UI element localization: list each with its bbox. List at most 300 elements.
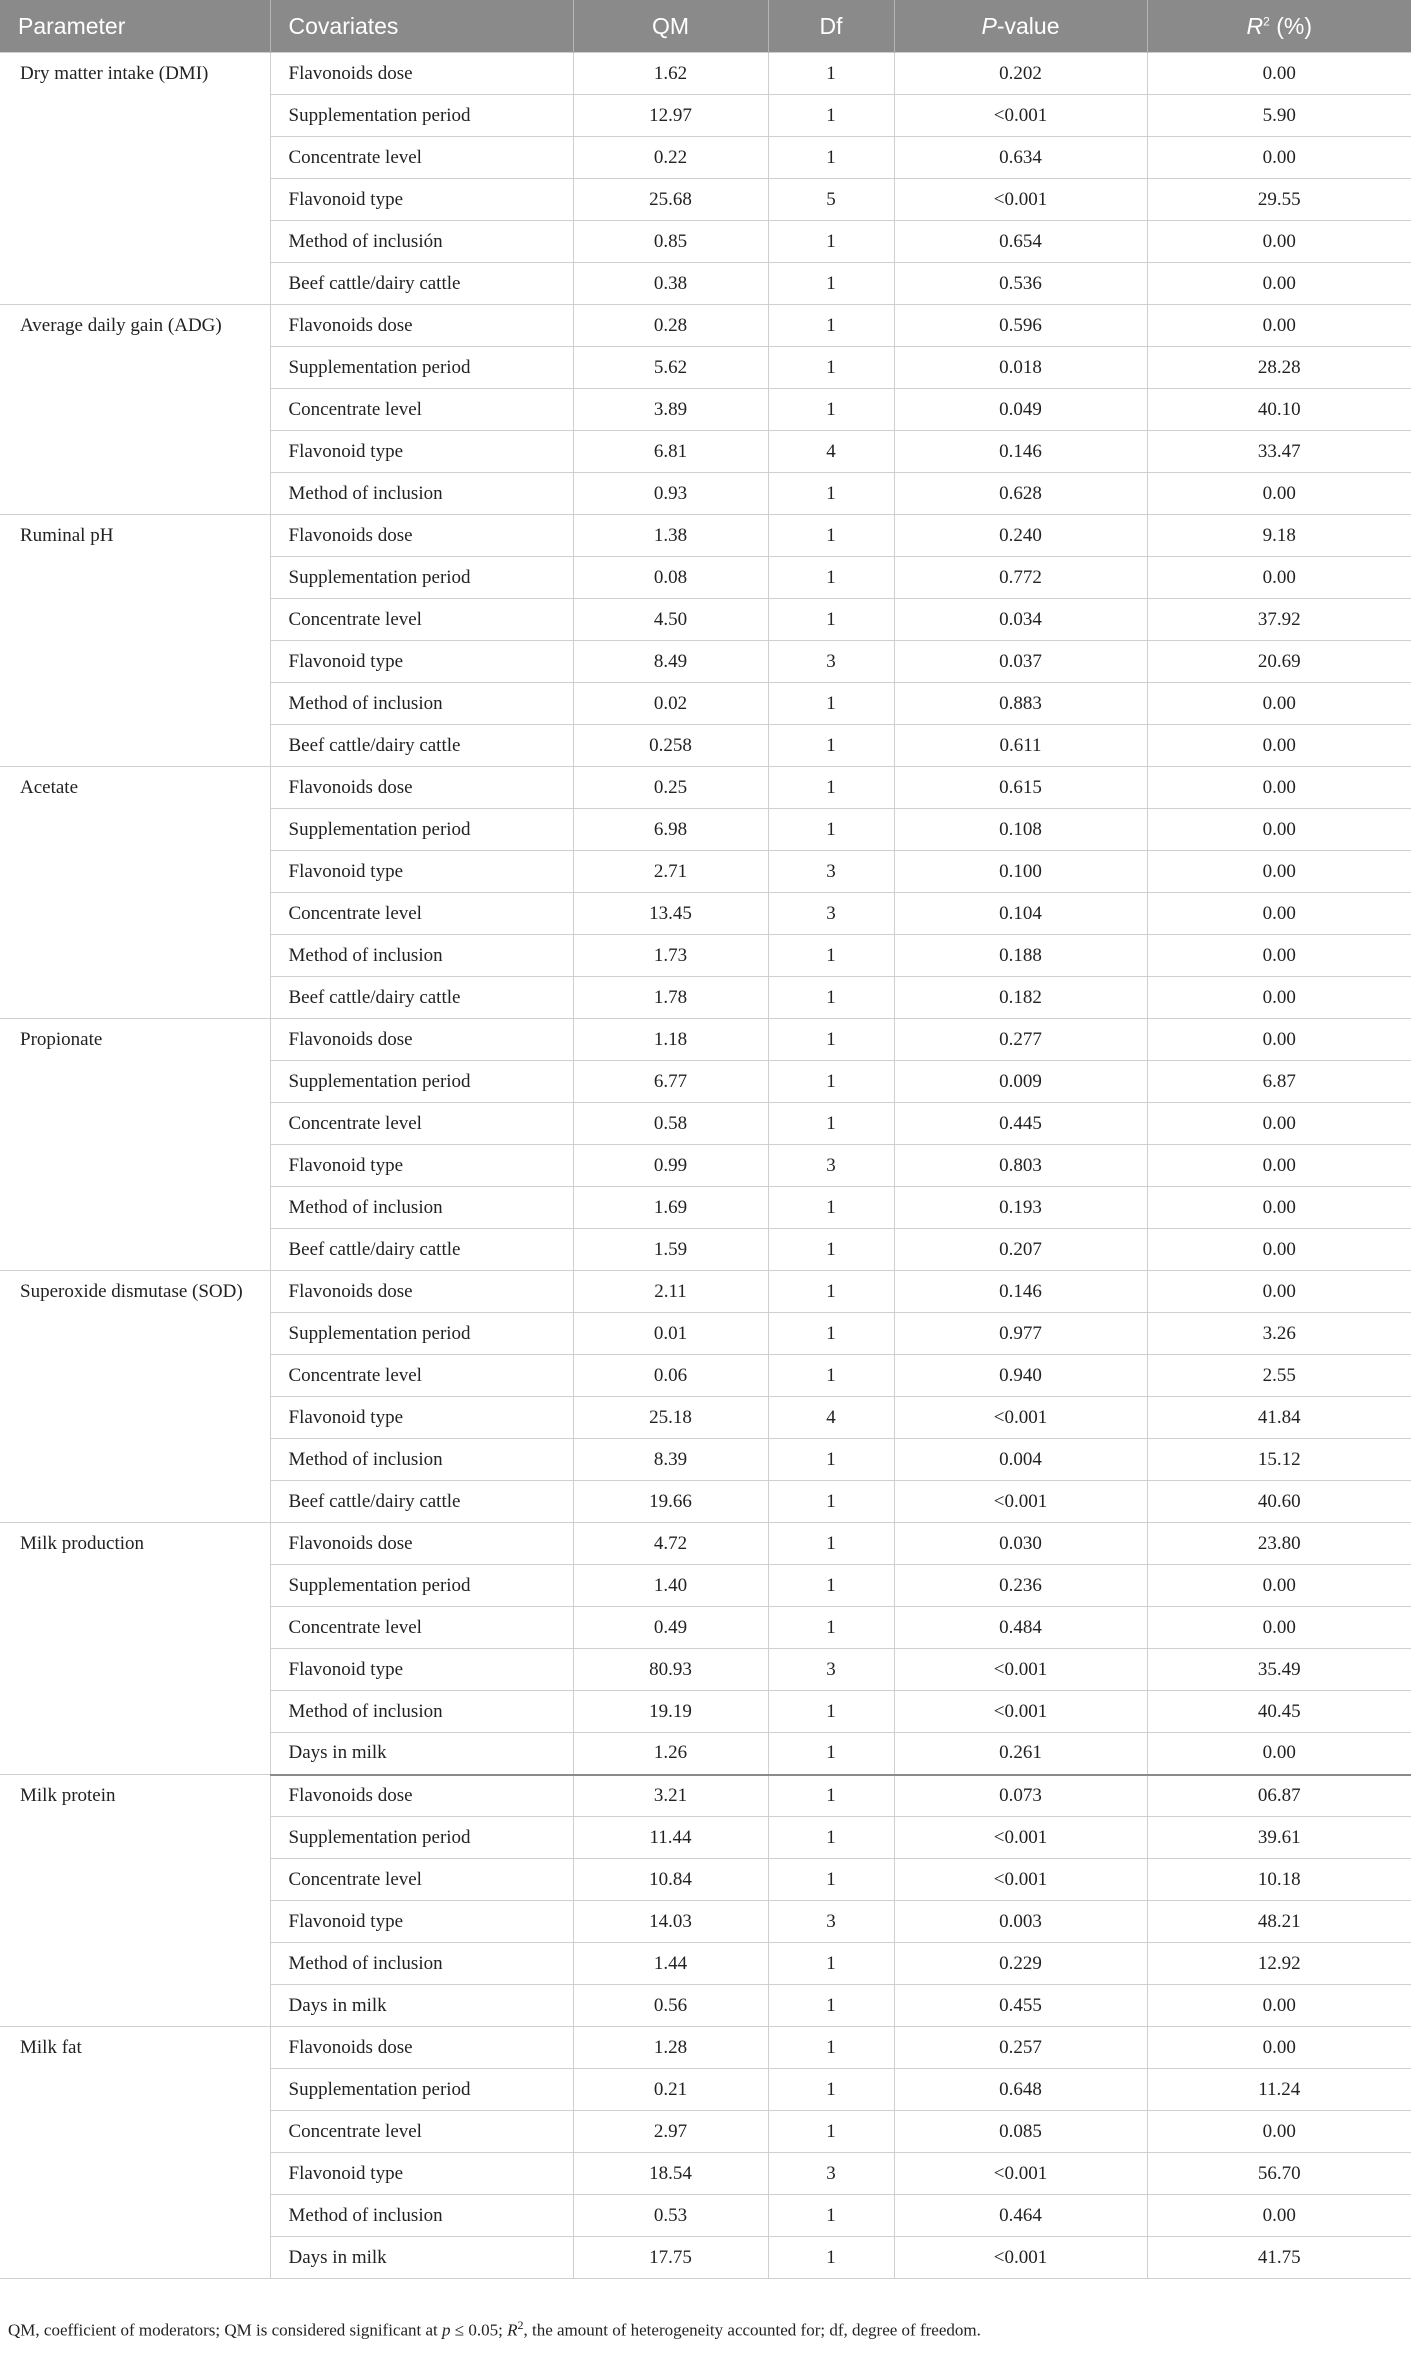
parameter-cell — [0, 599, 270, 641]
r2-cell: 0.00 — [1147, 1145, 1411, 1187]
table-row — [0, 1691, 1411, 1733]
parameter-cell — [0, 1691, 270, 1733]
table-row — [0, 1901, 1411, 1943]
qm-cell: 0.53 — [573, 2195, 768, 2237]
pvalue-cell: 0.883 — [894, 683, 1147, 725]
pvalue-cell: 0.648 — [894, 2069, 1147, 2111]
qm-cell: 25.68 — [573, 179, 768, 221]
parameter-cell: Ruminal pH — [0, 515, 270, 557]
qm-cell: 0.08 — [573, 557, 768, 599]
pvalue-cell: <0.001 — [894, 2153, 1147, 2195]
r2-cell: 20.69 — [1147, 641, 1411, 683]
table-row — [0, 1481, 1411, 1523]
r2-cell: 0.00 — [1147, 725, 1411, 767]
r2-cell: 40.10 — [1147, 389, 1411, 431]
qm-cell: 2.97 — [573, 2111, 768, 2153]
header-r2: $R^2$ (%) — [1147, 0, 1411, 53]
header-row — [0, 0, 1411, 53]
r2-cell: 15.12 — [1147, 1439, 1411, 1481]
covariate-cell: Beef cattle/dairy cattle — [270, 725, 573, 767]
df-cell: 1 — [768, 977, 894, 1019]
table-row — [0, 1565, 1411, 1607]
df-cell: 1 — [768, 1355, 894, 1397]
parameter-cell — [0, 1607, 270, 1649]
parameter-cell — [0, 431, 270, 473]
qm-cell: 0.258 — [573, 725, 768, 767]
pvalue-cell: 0.030 — [894, 1523, 1147, 1565]
df-cell: 1 — [768, 221, 894, 263]
df-cell: 1 — [768, 1061, 894, 1103]
covariate-cell: Concentrate level — [270, 1859, 573, 1901]
table-row — [0, 977, 1411, 1019]
table-row — [0, 2111, 1411, 2153]
parameter-cell — [0, 2195, 270, 2237]
pvalue-cell: 0.277 — [894, 1019, 1147, 1061]
covariate-cell: Supplementation period — [270, 95, 573, 137]
df-cell: 1 — [768, 263, 894, 305]
df-cell: 1 — [768, 809, 894, 851]
qm-cell: 1.62 — [573, 53, 768, 95]
r2-cell: 37.92 — [1147, 599, 1411, 641]
qm-cell: 13.45 — [573, 893, 768, 935]
qm-cell: 6.81 — [573, 431, 768, 473]
pvalue-cell: 0.257 — [894, 2027, 1147, 2069]
pvalue-cell: 0.146 — [894, 431, 1147, 473]
covariate-cell: Method of inclusion — [270, 1943, 573, 1985]
parameter-cell — [0, 473, 270, 515]
pvalue-cell: 0.803 — [894, 1145, 1147, 1187]
df-cell: 3 — [768, 893, 894, 935]
qm-cell: 1.26 — [573, 1733, 768, 1775]
table-row — [0, 515, 1411, 557]
parameter-cell — [0, 221, 270, 263]
covariate-cell: Flavonoids dose — [270, 1271, 573, 1313]
pvalue-cell: <0.001 — [894, 1691, 1147, 1733]
df-cell: 1 — [768, 137, 894, 179]
qm-cell: 2.11 — [573, 1271, 768, 1313]
table-row — [0, 1943, 1411, 1985]
qm-cell: 80.93 — [573, 1649, 768, 1691]
df-cell: 1 — [768, 935, 894, 977]
qm-cell: 19.19 — [573, 1691, 768, 1733]
covariate-cell: Days in milk — [270, 1985, 573, 2027]
pvalue-cell: <0.001 — [894, 1859, 1147, 1901]
parameter-cell — [0, 2237, 270, 2279]
header-pvalue: P-value — [894, 0, 1147, 53]
parameter-cell — [0, 1943, 270, 1985]
df-cell: 1 — [768, 557, 894, 599]
pvalue-cell: 0.188 — [894, 935, 1147, 977]
qm-cell: 1.40 — [573, 1565, 768, 1607]
r2-cell: 41.75 — [1147, 2237, 1411, 2279]
pvalue-cell: 0.182 — [894, 977, 1147, 1019]
qm-cell: 10.84 — [573, 1859, 768, 1901]
qm-cell: 25.18 — [573, 1397, 768, 1439]
r2-cell: 0.00 — [1147, 1565, 1411, 1607]
table-row — [0, 53, 1411, 95]
parameter-cell: Dry matter intake (DMI) — [0, 53, 270, 95]
table-row — [0, 1649, 1411, 1691]
covariate-cell: Days in milk — [270, 2237, 573, 2279]
table-row — [0, 1985, 1411, 2027]
df-cell: 1 — [768, 1019, 894, 1061]
pvalue-cell: 0.037 — [894, 641, 1147, 683]
table-row — [0, 179, 1411, 221]
parameter-cell — [0, 1397, 270, 1439]
header-qm: QM — [573, 0, 768, 53]
qm-cell: 8.39 — [573, 1439, 768, 1481]
qm-cell: 0.21 — [573, 2069, 768, 2111]
pvalue-cell: <0.001 — [894, 1397, 1147, 1439]
df-cell: 1 — [768, 2027, 894, 2069]
pvalue-cell: 0.193 — [894, 1187, 1147, 1229]
pvalue-cell: 0.445 — [894, 1103, 1147, 1145]
r2-cell: 0.00 — [1147, 1229, 1411, 1271]
qm-cell: 6.77 — [573, 1061, 768, 1103]
parameter-cell — [0, 1439, 270, 1481]
df-cell: 4 — [768, 431, 894, 473]
qm-cell: 0.25 — [573, 767, 768, 809]
parameter-cell — [0, 1817, 270, 1859]
covariate-cell: Beef cattle/dairy cattle — [270, 1481, 573, 1523]
r2-cell: 40.45 — [1147, 1691, 1411, 1733]
pvalue-cell: 0.654 — [894, 221, 1147, 263]
r2-cell: 0.00 — [1147, 1103, 1411, 1145]
table-row — [0, 2153, 1411, 2195]
covariate-cell: Flavonoids dose — [270, 1523, 573, 1565]
qm-cell: 0.85 — [573, 221, 768, 263]
pvalue-cell: <0.001 — [894, 179, 1147, 221]
pvalue-cell: 0.073 — [894, 1775, 1147, 1817]
df-cell: 1 — [768, 2195, 894, 2237]
parameter-cell — [0, 1355, 270, 1397]
covariate-cell: Method of inclusión — [270, 221, 573, 263]
r2-cell: 9.18 — [1147, 515, 1411, 557]
r2-cell: 0.00 — [1147, 557, 1411, 599]
df-cell: 1 — [768, 2069, 894, 2111]
table-row — [0, 1271, 1411, 1313]
table-row — [0, 1355, 1411, 1397]
pvalue-cell: <0.001 — [894, 2237, 1147, 2279]
parameter-cell: Milk fat — [0, 2027, 270, 2069]
pvalue-cell: 0.977 — [894, 1313, 1147, 1355]
parameter-cell — [0, 1565, 270, 1607]
table-row — [0, 1397, 1411, 1439]
covariate-cell: Flavonoids dose — [270, 1775, 573, 1817]
table-row — [0, 2195, 1411, 2237]
parameter-cell — [0, 851, 270, 893]
df-cell: 1 — [768, 1691, 894, 1733]
r2-cell: 0.00 — [1147, 1985, 1411, 2027]
qm-cell: 1.18 — [573, 1019, 768, 1061]
df-cell: 1 — [768, 1775, 894, 1817]
r2-cell: 0.00 — [1147, 1271, 1411, 1313]
r2-cell: 40.60 — [1147, 1481, 1411, 1523]
qm-cell: 0.06 — [573, 1355, 768, 1397]
parameter-cell — [0, 2111, 270, 2153]
covariate-cell: Concentrate level — [270, 137, 573, 179]
r2-cell: 0.00 — [1147, 2195, 1411, 2237]
df-cell: 1 — [768, 1103, 894, 1145]
covariate-cell: Beef cattle/dairy cattle — [270, 977, 573, 1019]
covariate-cell: Method of inclusion — [270, 683, 573, 725]
table-row — [0, 95, 1411, 137]
table-row — [0, 2237, 1411, 2279]
qm-cell: 11.44 — [573, 1817, 768, 1859]
df-cell: 1 — [768, 1985, 894, 2027]
df-cell: 1 — [768, 95, 894, 137]
df-cell: 1 — [768, 1859, 894, 1901]
parameter-cell — [0, 179, 270, 221]
parameter-cell: Acetate — [0, 767, 270, 809]
covariate-cell: Supplementation period — [270, 1061, 573, 1103]
covariate-cell: Flavonoid type — [270, 641, 573, 683]
covariate-cell: Beef cattle/dairy cattle — [270, 1229, 573, 1271]
pvalue-cell: 0.236 — [894, 1565, 1147, 1607]
df-cell: 1 — [768, 1313, 894, 1355]
r2-cell: 0.00 — [1147, 305, 1411, 347]
r2-cell: 29.55 — [1147, 179, 1411, 221]
df-cell: 1 — [768, 1481, 894, 1523]
r2-cell: 0.00 — [1147, 2027, 1411, 2069]
df-cell: 1 — [768, 725, 894, 767]
table-row — [0, 851, 1411, 893]
df-cell: 3 — [768, 2153, 894, 2195]
pvalue-cell: 0.108 — [894, 809, 1147, 851]
header-parameter: Parameter — [0, 0, 270, 53]
qm-cell: 4.50 — [573, 599, 768, 641]
df-cell: 1 — [768, 473, 894, 515]
parameter-cell — [0, 935, 270, 977]
r2-cell: 0.00 — [1147, 1607, 1411, 1649]
pvalue-cell: 0.009 — [894, 1061, 1147, 1103]
table-row — [0, 431, 1411, 473]
r2-cell: 0.00 — [1147, 1733, 1411, 1775]
table-row — [0, 473, 1411, 515]
parameter-cell: Average daily gain (ADG) — [0, 305, 270, 347]
parameter-cell — [0, 1649, 270, 1691]
covariate-cell: Flavonoids dose — [270, 1019, 573, 1061]
covariate-cell: Flavonoids dose — [270, 515, 573, 557]
qm-cell: 3.21 — [573, 1775, 768, 1817]
covariate-cell: Days in milk — [270, 1733, 573, 1775]
r2-cell: 0.00 — [1147, 893, 1411, 935]
covariate-cell: Flavonoid type — [270, 1901, 573, 1943]
df-cell: 4 — [768, 1397, 894, 1439]
qm-cell: 0.38 — [573, 263, 768, 305]
r2-cell: 0.00 — [1147, 221, 1411, 263]
df-cell: 1 — [768, 1271, 894, 1313]
df-cell: 3 — [768, 851, 894, 893]
r2-cell: 0.00 — [1147, 263, 1411, 305]
covariate-cell: Supplementation period — [270, 1313, 573, 1355]
qm-cell: 0.02 — [573, 683, 768, 725]
covariate-cell: Concentrate level — [270, 1355, 573, 1397]
pvalue-cell: 0.104 — [894, 893, 1147, 935]
covariate-cell: Flavonoid type — [270, 851, 573, 893]
parameter-cell — [0, 1103, 270, 1145]
df-cell: 1 — [768, 515, 894, 557]
parameter-cell — [0, 2069, 270, 2111]
covariate-cell: Concentrate level — [270, 389, 573, 431]
df-cell: 1 — [768, 1439, 894, 1481]
covariate-cell: Concentrate level — [270, 599, 573, 641]
table-row — [0, 347, 1411, 389]
r2-cell: 2.55 — [1147, 1355, 1411, 1397]
covariate-cell: Flavonoid type — [270, 179, 573, 221]
qm-cell: 0.01 — [573, 1313, 768, 1355]
parameter-cell — [0, 1229, 270, 1271]
pvalue-cell: 0.146 — [894, 1271, 1147, 1313]
pvalue-cell: 0.772 — [894, 557, 1147, 599]
parameter-cell — [0, 725, 270, 767]
pvalue-cell: 0.049 — [894, 389, 1147, 431]
covariate-cell: Flavonoids dose — [270, 305, 573, 347]
covariate-cell: Supplementation period — [270, 557, 573, 599]
df-cell: 3 — [768, 1901, 894, 1943]
pvalue-cell: 0.207 — [894, 1229, 1147, 1271]
covariate-cell: Supplementation period — [270, 1817, 573, 1859]
pvalue-cell: 0.628 — [894, 473, 1147, 515]
table-row — [0, 599, 1411, 641]
df-cell: 1 — [768, 1229, 894, 1271]
pvalue-cell: <0.001 — [894, 1817, 1147, 1859]
qm-cell: 0.28 — [573, 305, 768, 347]
qm-cell: 0.93 — [573, 473, 768, 515]
qm-cell: 17.75 — [573, 2237, 768, 2279]
table-row — [0, 2069, 1411, 2111]
covariate-cell: Method of inclusion — [270, 1691, 573, 1733]
parameter-cell — [0, 347, 270, 389]
df-cell: 5 — [768, 179, 894, 221]
qm-cell: 1.73 — [573, 935, 768, 977]
df-cell: 1 — [768, 2111, 894, 2153]
covariate-cell: Beef cattle/dairy cattle — [270, 263, 573, 305]
qm-cell: 1.69 — [573, 1187, 768, 1229]
covariate-cell: Flavonoid type — [270, 431, 573, 473]
r2-cell: 28.28 — [1147, 347, 1411, 389]
qm-cell: 5.62 — [573, 347, 768, 389]
r2-cell: 12.92 — [1147, 1943, 1411, 1985]
parameter-cell — [0, 557, 270, 599]
covariate-cell: Method of inclusion — [270, 935, 573, 977]
table-row — [0, 935, 1411, 977]
df-cell: 1 — [768, 1733, 894, 1775]
qm-cell: 0.58 — [573, 1103, 768, 1145]
r2-cell: 0.00 — [1147, 473, 1411, 515]
header-covariates: Covariates — [270, 0, 573, 53]
covariate-cell: Flavonoid type — [270, 1397, 573, 1439]
table-row — [0, 389, 1411, 431]
table-row — [0, 557, 1411, 599]
qm-cell: 8.49 — [573, 641, 768, 683]
r2-cell: 33.47 — [1147, 431, 1411, 473]
df-cell: 1 — [768, 1607, 894, 1649]
covariate-cell: Supplementation period — [270, 1565, 573, 1607]
qm-cell: 1.44 — [573, 1943, 768, 1985]
pvalue-cell: <0.001 — [894, 95, 1147, 137]
r2-cell: 56.70 — [1147, 2153, 1411, 2195]
qm-cell: 1.38 — [573, 515, 768, 557]
pvalue-cell: 0.596 — [894, 305, 1147, 347]
table-row — [0, 1229, 1411, 1271]
parameter-cell — [0, 1313, 270, 1355]
pvalue-cell: 0.018 — [894, 347, 1147, 389]
parameter-cell: Propionate — [0, 1019, 270, 1061]
pvalue-cell: 0.611 — [894, 725, 1147, 767]
parameter-cell — [0, 809, 270, 851]
pvalue-cell: 0.634 — [894, 137, 1147, 179]
pvalue-cell: <0.001 — [894, 1481, 1147, 1523]
covariate-cell: Flavonoid type — [270, 1649, 573, 1691]
table-row — [0, 1145, 1411, 1187]
table-row — [0, 1313, 1411, 1355]
covariate-cell: Method of inclusion — [270, 473, 573, 515]
table-row — [0, 809, 1411, 851]
qm-cell: 18.54 — [573, 2153, 768, 2195]
covariate-cell: Supplementation period — [270, 347, 573, 389]
parameter-cell — [0, 1985, 270, 2027]
qm-cell: 6.98 — [573, 809, 768, 851]
df-cell: 1 — [768, 305, 894, 347]
table-row — [0, 1817, 1411, 1859]
df-cell: 1 — [768, 683, 894, 725]
r2-cell: 06.87 — [1147, 1775, 1411, 1817]
r2-cell: 0.00 — [1147, 935, 1411, 977]
covariate-cell: Flavonoid type — [270, 2153, 573, 2195]
r2-cell: 0.00 — [1147, 1019, 1411, 1061]
table-row — [0, 263, 1411, 305]
r2-cell: 48.21 — [1147, 1901, 1411, 1943]
r2-cell: 3.26 — [1147, 1313, 1411, 1355]
table-row — [0, 221, 1411, 263]
parameter-cell — [0, 1733, 270, 1775]
pvalue-cell: 0.202 — [894, 53, 1147, 95]
qm-cell: 19.66 — [573, 1481, 768, 1523]
pvalue-cell: 0.484 — [894, 1607, 1147, 1649]
pvalue-cell: 0.536 — [894, 263, 1147, 305]
table-row — [0, 725, 1411, 767]
table-row — [0, 1607, 1411, 1649]
parameter-cell — [0, 1187, 270, 1229]
table-row — [0, 1733, 1411, 1775]
r2-cell: 0.00 — [1147, 2111, 1411, 2153]
parameter-cell — [0, 263, 270, 305]
qm-cell: 0.49 — [573, 1607, 768, 1649]
r2-cell: 35.49 — [1147, 1649, 1411, 1691]
table-row — [0, 1061, 1411, 1103]
qm-cell: 14.03 — [573, 1901, 768, 1943]
table-row — [0, 1187, 1411, 1229]
r2-cell: 23.80 — [1147, 1523, 1411, 1565]
df-cell: 1 — [768, 1187, 894, 1229]
df-cell: 1 — [768, 1943, 894, 1985]
df-cell: 1 — [768, 347, 894, 389]
r2-cell: 0.00 — [1147, 1187, 1411, 1229]
pvalue-cell: 0.034 — [894, 599, 1147, 641]
covariate-cell: Concentrate level — [270, 2111, 573, 2153]
table-footnote: QM, coefficient of moderators; QM is considered significant at p ≤ 0.05; $R^2$, the amount of heterogeneity accounted for; df, degree of freedom. — [8, 2318, 981, 2340]
df-cell: 1 — [768, 599, 894, 641]
covariate-cell: Flavonoids dose — [270, 2027, 573, 2069]
qm-cell: 4.72 — [573, 1523, 768, 1565]
parameter-cell — [0, 977, 270, 1019]
covariate-cell: Flavonoid type — [270, 1145, 573, 1187]
parameter-cell — [0, 1859, 270, 1901]
covariate-cell: Supplementation period — [270, 809, 573, 851]
pvalue-cell: 0.229 — [894, 1943, 1147, 1985]
pvalue-cell: 0.100 — [894, 851, 1147, 893]
